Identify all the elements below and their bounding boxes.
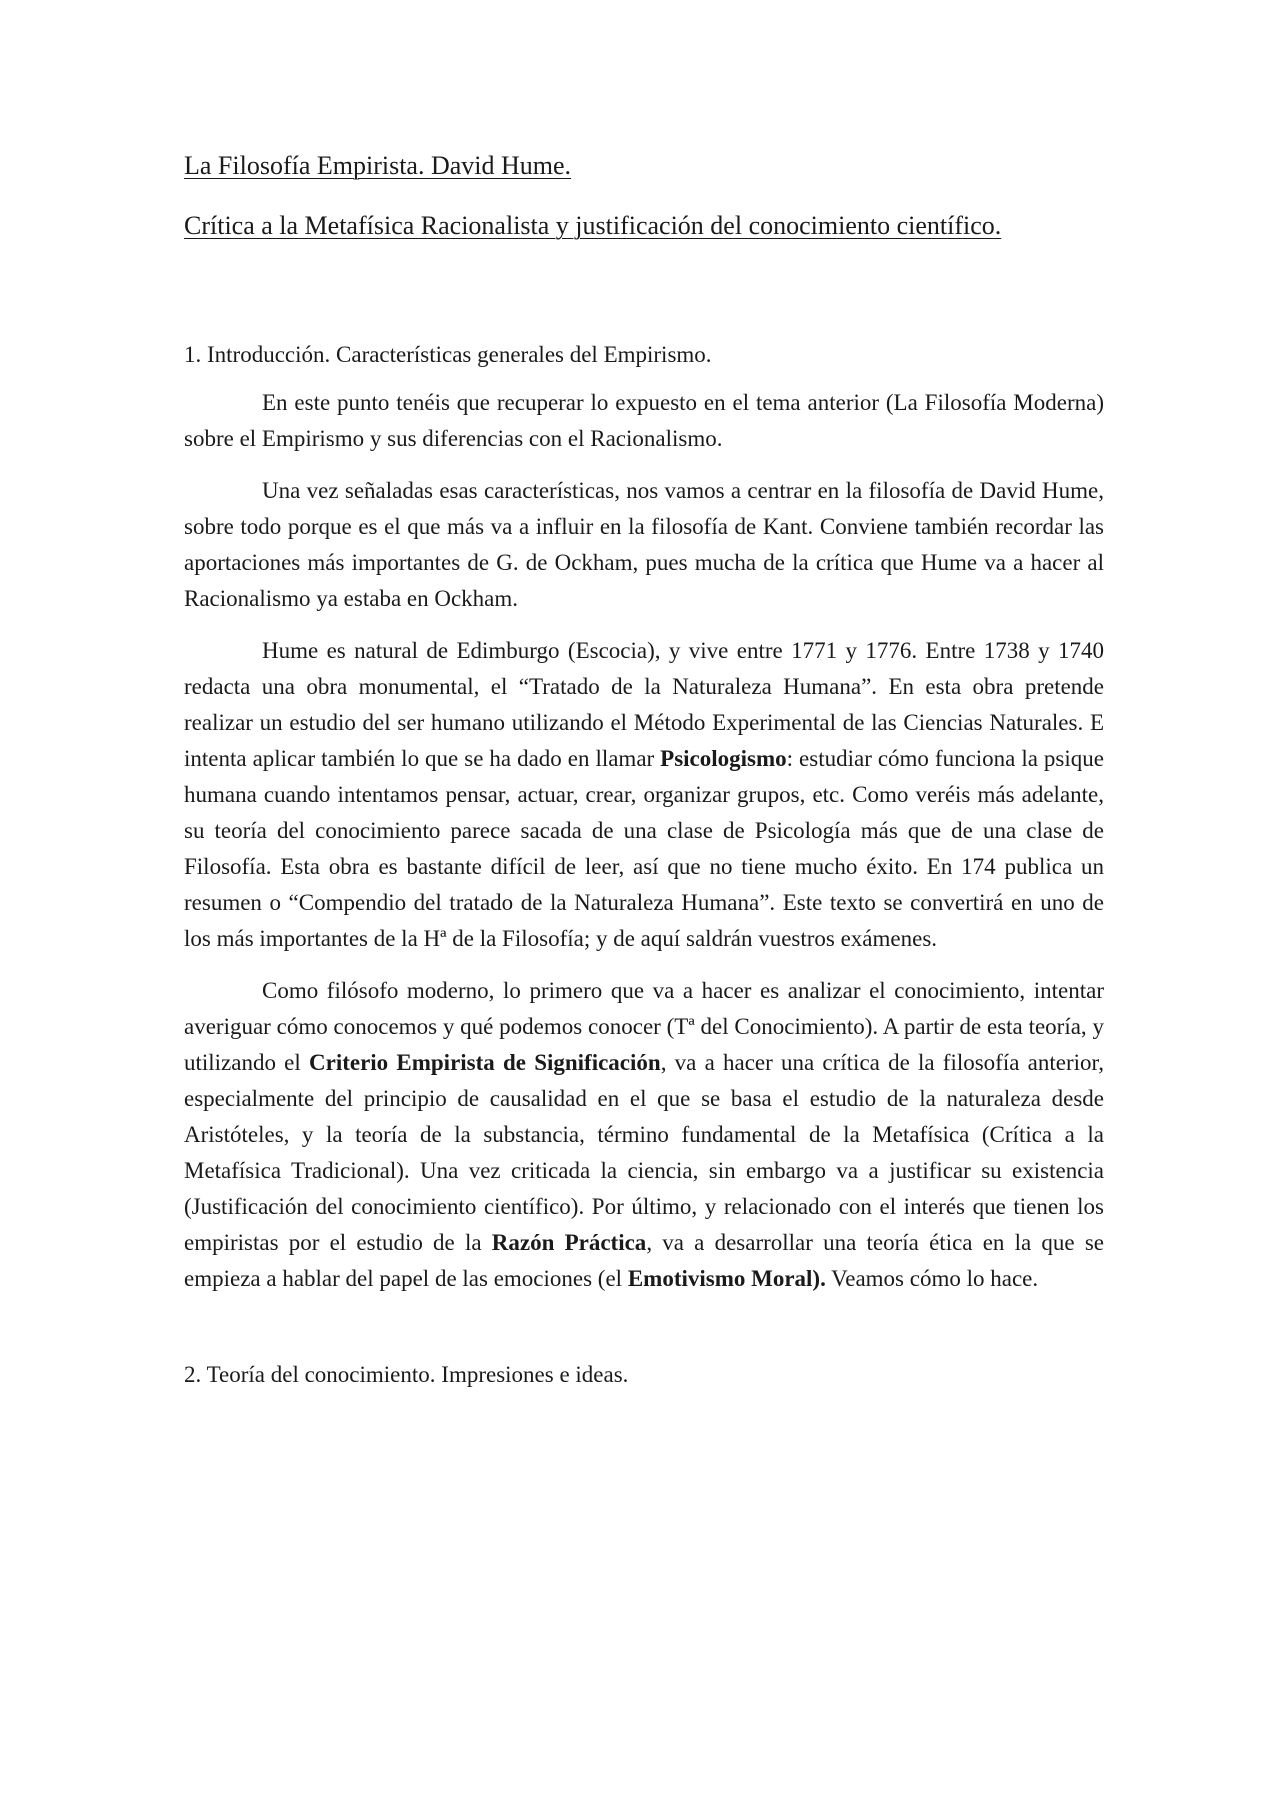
paragraph-1 [184,385,1104,457]
bold-term-razon-practica: Razón Práctica [491,1230,647,1255]
bold-term-psicologismo: Psicologismo [660,746,787,771]
paragraph-text: , va a hacer una crítica de la filosofía anterior, especialmente del principio de causalidad en el que se basa el estudio de la naturaleza desde Aristóteles, y la teoría de la substancia, término fundamental de la Metafísica (Crítica a la Metafísica Tradicional). Una vez criticada la ciencia, sin embargo va a justificar su existencia (Justificación del conocimiento científico). Por último, y relacionado con el interés que tienen los empiristas por el estudio de la [184,1050,1104,1255]
paragraph-text: , va a desarrollar una teoría ética en la que se empieza a hablar del papel de las emociones (el [184,1230,1104,1291]
section-heading-intro: 1. Introducción. Características generales del Empirismo. [184,342,712,367]
bold-term-emotivismo: Emotivismo Moral). [627,1266,826,1291]
document-subtitle: Crítica a la Metafísica Racionalista y justificación del conocimiento científico. [184,211,1002,240]
paragraph-text: Como filósofo moderno, lo primero que va a hacer es analizar el conocimiento, intentar averiguar cómo conocemos y qué podemos conocer (Tª del Conocimiento). A partir de esta teoría, y utilizando el [184,978,1104,1075]
paragraph-4 [184,973,1104,1297]
paragraph-text: : estudiar cómo funciona la psique humana cuando intentamos pensar, actuar, crear, organizar grupos, etc. Como veréis más adelante, su teoría del conocimiento parece sacada de una clase de Psicología más que de una clase de Filosofía. Esta obra es bastante difícil de leer, así que no tiene mucho éxito. En 174 publica un resumen o “Compendio del tratado de la Naturaleza Humana”. Este texto se convertirá en uno de los más importantes de la Hª de la Filosofía; y de aquí saldrán vuestros exámenes. [184,746,1104,951]
paragraph-text: Hume es natural de Edimburgo (Escocia), y vive entre 1771 y 1776. Entre 1738 y 1740 redacta una obra monumental, el “Tratado de la Naturaleza Humana”. En esta obra pretende realizar un estudio del ser humano utilizando el Método Experimental de las Ciencias Naturales. E intenta aplicar también lo que se ha dado en llamar [184,638,1104,771]
paragraph-text: En este punto tenéis que recuperar lo expuesto en el tema anterior (La Filosofía Moderna) sobre el Empirismo y sus diferencias con el Racionalismo. [184,390,1104,451]
paragraph-text: Una vez señaladas esas características, nos vamos a centrar en la filosofía de David Hume, sobre todo porque es el que más va a influir en la filosofía de Kant. Conviene también recordar las aportaciones más importantes de G. de Ockham, pues mucha de la crítica que Hume va a hacer al Racionalismo ya estaba en Ockham. [184,478,1104,611]
bold-term-criterio: Criterio Empirista de Significación [309,1050,661,1075]
paragraph-2 [184,473,1104,617]
paragraph-text: Veamos cómo lo hace. [825,1266,1039,1291]
document-page [184,150,1104,1405]
section-heading-knowledge: 2. Teoría del conocimiento. Impresiones e ideas. [184,1362,629,1387]
paragraph-3 [184,633,1104,957]
document-title: La Filosofía Empirista. David Hume. [184,151,572,180]
